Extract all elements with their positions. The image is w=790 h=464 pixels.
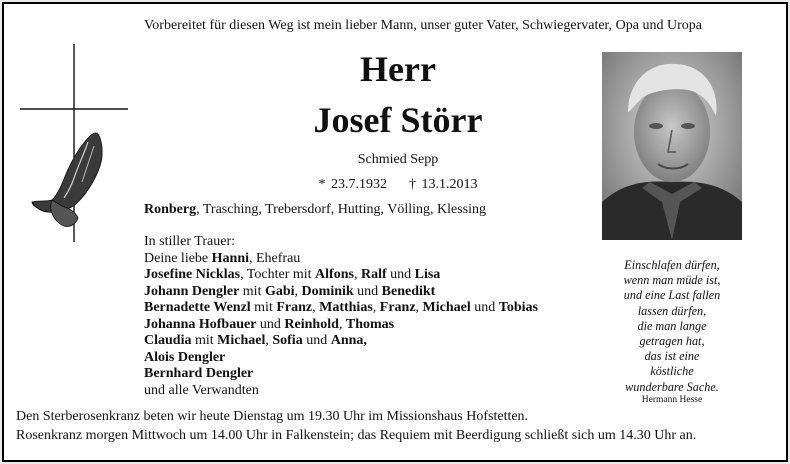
poem-line: die man lange xyxy=(637,318,707,333)
mourner-line xyxy=(144,300,538,317)
death-date: † 13.1.2013 xyxy=(409,177,478,192)
poem xyxy=(602,258,742,395)
mourner-segment: , xyxy=(415,300,423,315)
mourner-segment: mit xyxy=(191,333,218,348)
mourner-segment: Josefine Nicklas xyxy=(144,267,241,282)
mourner-line xyxy=(144,284,538,301)
poem-line: köstliche xyxy=(650,364,694,379)
mourner-segment: Dominik xyxy=(301,283,354,299)
nickname: Schmied Sepp xyxy=(357,152,439,167)
mourner-segment: Bernhard Dengler xyxy=(144,366,254,381)
mourner-segment: und xyxy=(302,333,331,348)
mourner-segment: Ralf xyxy=(360,267,387,282)
mourner-segment: , xyxy=(353,267,361,282)
poem-line: Einschlafen dürfen, xyxy=(624,258,720,272)
intro-line: Vorbereitet für diesen Weg ist mein lieber Mann, unser guter Vater, Schwiegervater, Opa und Uropa xyxy=(144,18,702,33)
mourner-line xyxy=(144,333,538,350)
life-dates xyxy=(144,177,652,193)
mourner-segment: und xyxy=(386,267,415,282)
places-line xyxy=(144,202,486,218)
mourner-segment: , xyxy=(372,300,380,315)
mourner-segment: Hanni xyxy=(211,250,249,266)
place-segment: , Trasching, Trebersdorf, Hutting, Völling, Klessing xyxy=(196,202,486,217)
mourner-segment: Anna, xyxy=(330,333,367,348)
poem-line: und eine Last fallen xyxy=(623,288,721,303)
mourner-line xyxy=(144,317,538,334)
mourner-segment: mit xyxy=(239,283,265,299)
mourner-segment: und xyxy=(353,283,382,299)
poem-line: getragen hat, xyxy=(639,333,705,348)
deceased-name: Josef Störr xyxy=(313,100,483,140)
poem-line: wunderbare Sache. xyxy=(625,379,719,394)
mourners-heading: In stiller Trauer: xyxy=(144,234,235,249)
mourner-segment: Deine liebe xyxy=(144,250,212,266)
mourner-line xyxy=(144,251,538,268)
praying-hands-icon xyxy=(32,133,102,227)
mourner-line xyxy=(144,366,538,383)
mourner-segment: , xyxy=(265,333,273,348)
mourner-segment: Alfons xyxy=(315,267,354,282)
salutation: Herr xyxy=(360,49,436,89)
funeral-line: Rosenkranz morgen Mittwoch um 14.00 Uhr in Falkenstein; das Requiem mit Beerdigung schließt sich um 14.30 Uhr an. xyxy=(16,428,697,443)
mourner-segment: Bernadette Wenzl xyxy=(144,300,251,315)
mourner-segment: Sofia xyxy=(272,333,303,348)
mourner-line xyxy=(144,267,538,284)
mourner-segment: Reinhold xyxy=(284,316,339,332)
mourners-block xyxy=(144,234,538,399)
mourner-line xyxy=(144,350,538,367)
mourner-segment: und alle Verwandten xyxy=(144,382,259,398)
mourners-list xyxy=(144,251,538,400)
mourner-segment: , Ehefrau xyxy=(249,250,301,266)
cross-with-praying-hands xyxy=(18,42,134,242)
mourner-segment: und xyxy=(256,316,285,332)
mourner-segment: Thomas xyxy=(345,316,395,332)
mourner-segment: , Tochter mit xyxy=(240,267,316,282)
mourner-segment: , xyxy=(294,283,302,299)
mourner-segment: Alois Dengler xyxy=(144,349,226,365)
mourner-segment: Johann Dengler xyxy=(144,283,240,299)
funeral-line: Den Sterberosenkranz beten wir heute Dienstag um 19.30 Uhr im Missionshaus Hofstetten. xyxy=(16,409,529,424)
mourner-segment: , xyxy=(338,316,346,332)
mourner-segment: Matthias xyxy=(319,300,373,315)
mourner-line xyxy=(144,383,538,400)
poem-author: Hermann Hesse xyxy=(641,395,703,405)
mourner-segment: Franz xyxy=(379,300,416,315)
mourner-segment: Franz xyxy=(276,300,313,315)
funeral-info xyxy=(16,407,696,445)
mourner-segment: Michael xyxy=(422,300,471,315)
mourner-segment: Benedikt xyxy=(381,283,436,299)
poem-line: lassen dürfen, xyxy=(637,303,707,318)
mourner-segment: , xyxy=(312,300,320,315)
mourner-segment: Johanna Hofbauer xyxy=(144,316,257,332)
obituary-notice xyxy=(2,2,788,462)
mourner-segment: Michael xyxy=(217,333,266,348)
mourner-segment: Lisa xyxy=(414,267,441,282)
portrait-photo xyxy=(602,52,742,240)
mourner-segment: Tobias xyxy=(498,300,538,315)
mourner-segment: mit xyxy=(250,300,277,315)
mourner-segment: Gabi xyxy=(264,283,295,299)
mourner-segment: und xyxy=(470,300,499,315)
birth-date: * 23.7.1932 xyxy=(318,177,387,192)
poem-line: das ist eine xyxy=(644,349,700,364)
poem-line: wenn man müde ist, xyxy=(623,273,721,288)
mourner-segment: Claudia xyxy=(144,333,192,348)
place-segment: Ronberg xyxy=(144,202,197,217)
